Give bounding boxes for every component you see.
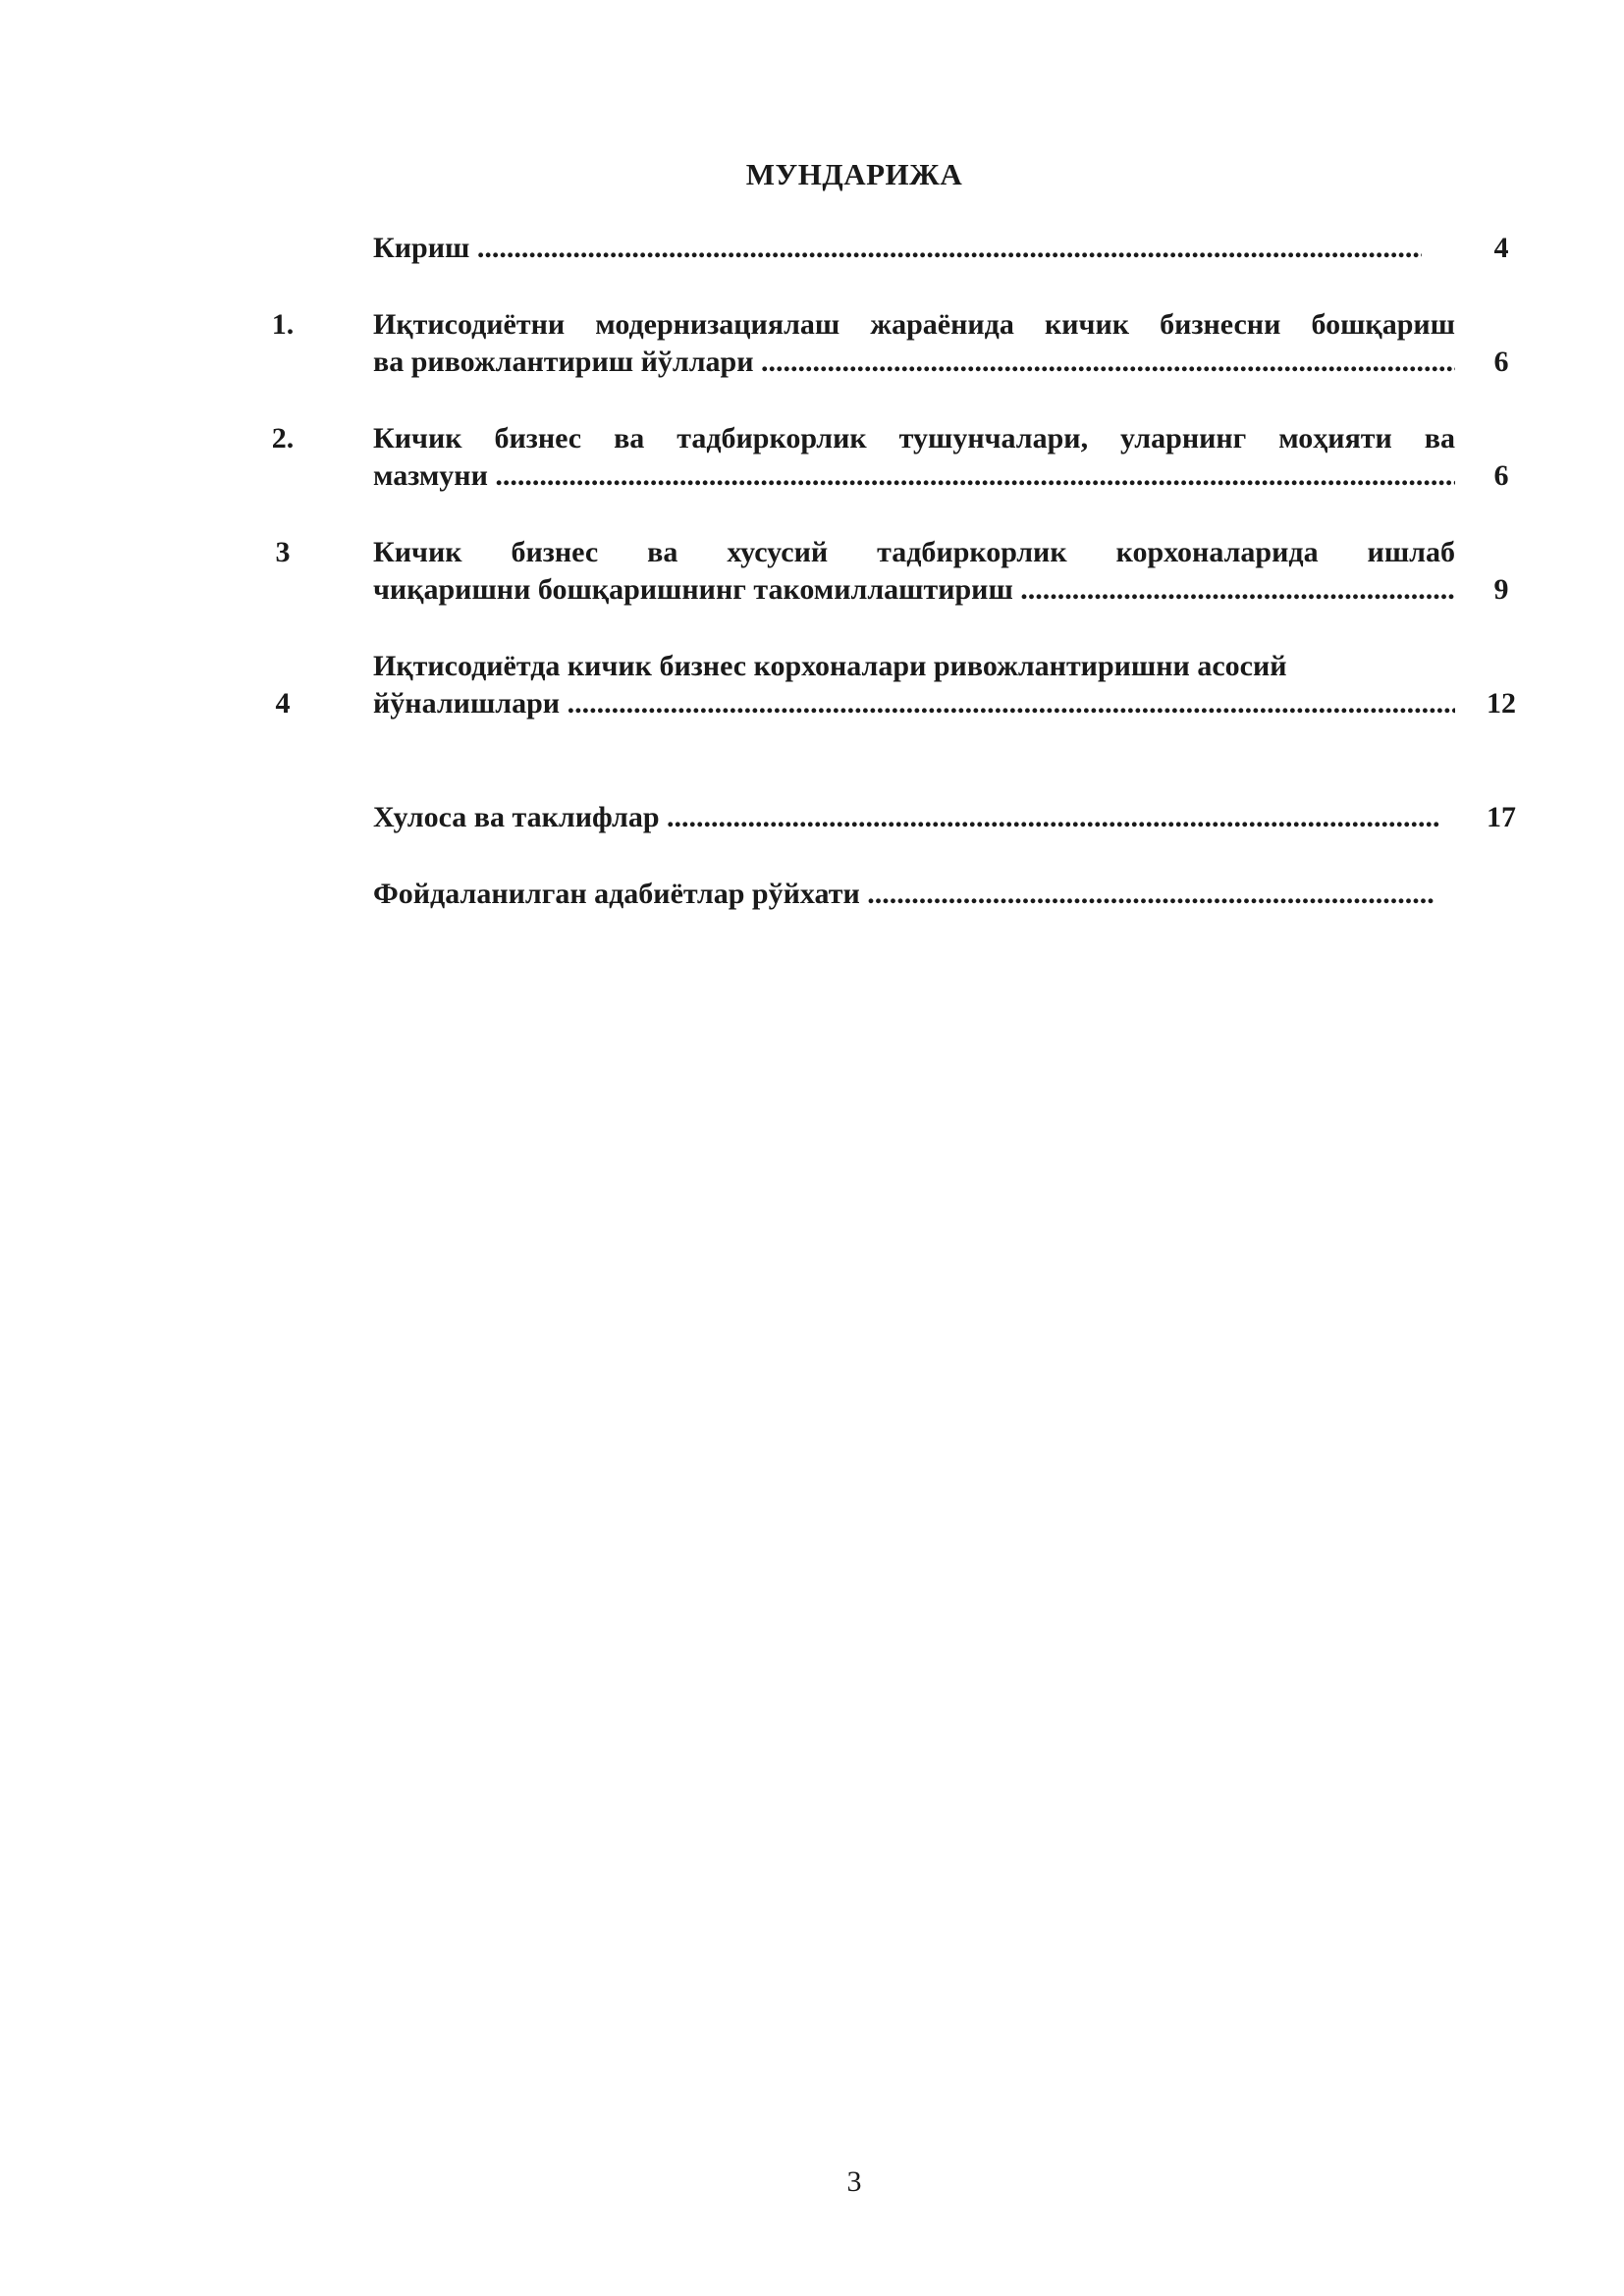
toc-entry-line: Кичик бизнес ва тадбиркорлик тушунчалари, уларнинг моҳияти ва [373, 422, 1455, 454]
toc-entry-page: 17 [1487, 801, 1516, 833]
toc-entry-title [373, 306, 1455, 381]
toc-entry-number: 1. [271, 308, 295, 341]
page-number: 3 [846, 2165, 862, 2198]
toc-entry-line: ва ривожлантириш йўллари ..... [373, 344, 1455, 381]
toc-entry-page: 6 [1493, 346, 1509, 378]
toc-entry-page: 4 [1493, 232, 1509, 264]
toc-entry-page: 9 [1493, 573, 1509, 606]
toc-entry-line: Хулоса ва таклифлар ..... [373, 799, 1439, 836]
toc-entry-title [373, 230, 1422, 267]
toc-entry-page: 6 [1493, 459, 1509, 492]
toc-entry-title [373, 648, 1455, 722]
toc-entry-page: 12 [1487, 687, 1516, 720]
toc-entry-line: йўналишлари ..... [373, 685, 1455, 722]
toc-entry-title [373, 876, 1434, 913]
toc-entry-title [373, 799, 1439, 836]
toc-entry-line: Иқтисодиётни модернизациялаш жараёнида кичик бизнесни бошқариш [373, 308, 1455, 341]
toc-entry-number: 3 [275, 536, 291, 568]
toc-entry-line: Иқтисодиётда кичик бизнес корхоналари ривожлантиришни асосий [373, 650, 1287, 682]
toc-entry-title [373, 420, 1455, 495]
toc-entry-line: чиқаришни бошқаришнинг такомиллаштириш ..... [373, 571, 1455, 609]
toc-entry-line: мазмуни ..... [373, 457, 1455, 495]
toc-entry-number: 2. [271, 422, 295, 454]
toc-entry-line: Кириш ..... [373, 230, 1422, 267]
toc-entry-line: Фойдаланилган адабиётлар рўйхати ..... [373, 876, 1434, 913]
toc-entry-title [373, 534, 1455, 609]
page-title: МУНДАРИЖА [745, 157, 963, 191]
toc-entry-line: Кичик бизнес ва хусусий тадбиркорлик корхоналарида ишлаб [373, 536, 1455, 568]
toc-entry-number: 4 [275, 687, 291, 720]
